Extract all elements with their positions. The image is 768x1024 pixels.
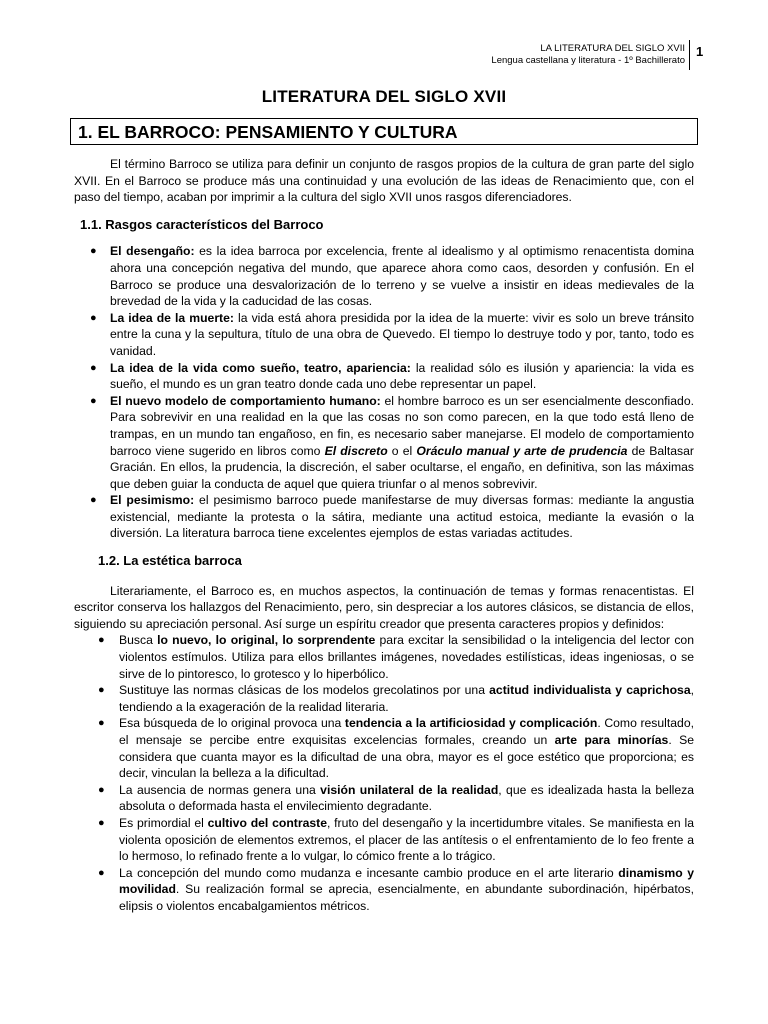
list-item [74, 243, 694, 309]
list-item-text: es la idea barroca por excelencia, frente al idealismo y al optimismo renacentista domina ahora una concepción negativa del mundo, que aparece ahora como caos, desorden y confusión. En el Barroco se produce una desvalorización de lo terreno y se vuelve a insistir en ideas medievales de la brevedad de la vida y la caducidad de las cosas. [110, 244, 694, 309]
list-item-emphasis: dinamismo y movilidad [119, 865, 695, 897]
page-number: 1 [696, 44, 704, 59]
bullet-icon: ● [98, 783, 105, 796]
traits-list [74, 243, 694, 542]
aesthetics-list [74, 632, 694, 914]
list-item [74, 715, 694, 781]
list-item-emphasis: actitud individualista y caprichosa [489, 683, 691, 698]
bullet-icon: ● [98, 866, 105, 879]
list-item-text: La concepción del mundo como mudanza e incesante cambio produce en el arte literario [119, 865, 619, 880]
list-item-text: Sustituye las normas clásicas de los modelos grecolatinos por una [119, 683, 490, 698]
list-item-text: el hombre barroco es un ser esencialmente desconfiado. Para sobrevivir en una realidad en la que las cosas no son como parecen, en la que todo está lleno de trampas, en un mundo tan engañoso, en fin, es necesario saber manejarse. El modelo de comportamiento barroco viene sugerido en libros como [110, 393, 694, 458]
list-item-emphasis: lo nuevo, lo original, lo sorprendente [157, 633, 376, 648]
bullet-icon: ● [98, 634, 105, 647]
list-item [74, 360, 694, 393]
bullet-icon: ● [98, 684, 105, 697]
list-item-emphasis: arte para minorías [554, 733, 669, 747]
book-title: Oráculo manual y arte de prudencia [416, 443, 628, 458]
list-item-text: el pesimismo barroco puede manifestarse de muy diversas formas: mediante la angustia existencial, mediante la protesta o la sátira, mediante una actitud estoica, mediante la evasión o la diversión. La literatura barroca tiene excelentes ejemplos de estas variadas actitudes. [110, 493, 694, 541]
header-subtitle: Lengua castellana y literatura - 1º Bachillerato [491, 55, 685, 66]
bullet-icon: ● [98, 816, 105, 829]
list-item-text: La ausencia de normas genera una [119, 782, 321, 797]
list-item-text: la realidad sólo es ilusión y apariencia: la vida es sueño, el mundo es un gran teatro donde cada uno debe representar un papel. [110, 360, 694, 392]
document-title: LITERATURA DEL SIGLO XVII [261, 87, 507, 106]
intro-paragraph: El término Barroco se utiliza para definir un conjunto de rasgos propios de la cultura de gran parte del siglo XVII. En el Barroco se produce más una continuidad y una evolución de las ideas de Renacimiento que, con el paso del tiempo, acaban por imprimir a la cultura del siglo XVII unos rasgos diferenciadores. [74, 157, 694, 205]
list-item-term: El nuevo modelo de comportamiento humano: [110, 393, 381, 408]
list-item-term: El desengaño: [110, 244, 195, 259]
list-item-text: Esa búsqueda de lo original provoca una [119, 716, 345, 731]
section-heading: 1. EL BARROCO: PENSAMIENTO Y CULTURA [70, 118, 698, 145]
list-item-emphasis: tendencia a la artificiosidad y complicación [344, 716, 598, 731]
aesthetics-paragraph: Literariamente, el Barroco es, en muchos aspectos, la continuación de temas y formas renacentistas. El escritor conserva los hallazgos del Renacimiento, pero, sin despreciar a los autores clásicos, se distancia de ellos, siguiendo su apreciación personal. Así surge un espíritu creador que presenta caracteres propios y definidos: [74, 583, 694, 631]
bullet-icon: ● [90, 394, 97, 407]
list-item-term: La idea de la muerte: [110, 310, 234, 325]
bullet-icon: ● [90, 245, 97, 258]
list-item [74, 682, 694, 715]
subsection-heading-1-2: 1.2. La estética barroca [98, 553, 242, 569]
bullet-icon: ● [90, 361, 97, 374]
subsection-heading-1-1: 1.1. Rasgos característicos del Barroco [80, 216, 324, 232]
list-item [74, 815, 694, 865]
list-item-emphasis: cultivo del contraste [207, 815, 327, 830]
list-item-text: de Baltasar Gracián. En ellos, la prudencia, la discreción, el saber ocultarse, el engaño, en definitiva, son las máximas que deben guiar la conducta de aquel que quiera triunfar o al menos sobrevivir. [110, 443, 694, 491]
list-item-text: Es primordial el [119, 815, 208, 830]
list-item-text: . Como resultado, el mensaje se percibe entre exquisitas excelencias formales, creando un [119, 716, 694, 747]
header-text [491, 43, 685, 67]
list-item [74, 393, 694, 493]
page-header [0, 40, 768, 72]
list-item-text: Busca [119, 633, 158, 648]
list-item-text: la vida está ahora presidida por la idea de la muerte: vivir es solo un breve tránsito entre la cuna y la sepultura, título de una obra de Quevedo. El tiempo lo destruye todo y por, tanto, todo es vanidad. [110, 310, 694, 358]
book-title: El discreto [324, 443, 388, 458]
list-item-text: . Se considera que cuanta mayor es la dificultad de una obra, mayor es el goce estético que proporciona; es decir, vinculan la belleza a la dificultad. [119, 733, 694, 781]
bullet-icon: ● [98, 717, 105, 730]
list-item-text: , fruto del desengaño y la incertidumbre vitales. Se manifiesta en la violenta oposición de elementos extremos, el placer de las antítesis o el enfrentamiento de lo feo frente a lo hermoso, lo refinado frente a lo vulgar, lo cómico frente a lo trágico. [119, 815, 694, 864]
header-title: LA LITERATURA DEL SIGLO XVII [540, 43, 685, 54]
document-body [74, 156, 694, 915]
list-item [74, 782, 694, 815]
list-item-text: para excitar la sensibilidad o la inteligencia del lector con violentos estímulos. Utiliza para ellos brillantes imágenes, novedades estilísticas, ideas ingeniosas, o se sirve de lo pintoresco, lo grotesco y lo hiperbólico. [119, 633, 694, 681]
list-item-term: La idea de la vida como sueño, teatro, apariencia: [110, 360, 411, 375]
list-item-text: o el [387, 443, 417, 458]
list-item [74, 492, 694, 542]
bullet-icon: ● [90, 494, 97, 507]
list-item-text: , tendiendo a la exageración de la realidad literaria. [119, 683, 694, 714]
list-item [74, 310, 694, 360]
bullet-icon: ● [90, 311, 97, 324]
list-item-text: , que es idealizada hasta la belleza absoluta o deformada hasta el envilecimiento degradante. [119, 782, 695, 814]
list-item [74, 632, 694, 682]
list-item-term: El pesimismo: [110, 493, 195, 508]
header-divider [689, 40, 690, 70]
list-item-emphasis: visión unilateral de la realidad [320, 782, 499, 797]
list-item-text: . Su realización formal se aprecia, esencialmente, en abundante subordinación, hipérbatos, elipsis o violentos encabalgamientos métricos. [119, 882, 694, 913]
list-item [74, 865, 694, 915]
